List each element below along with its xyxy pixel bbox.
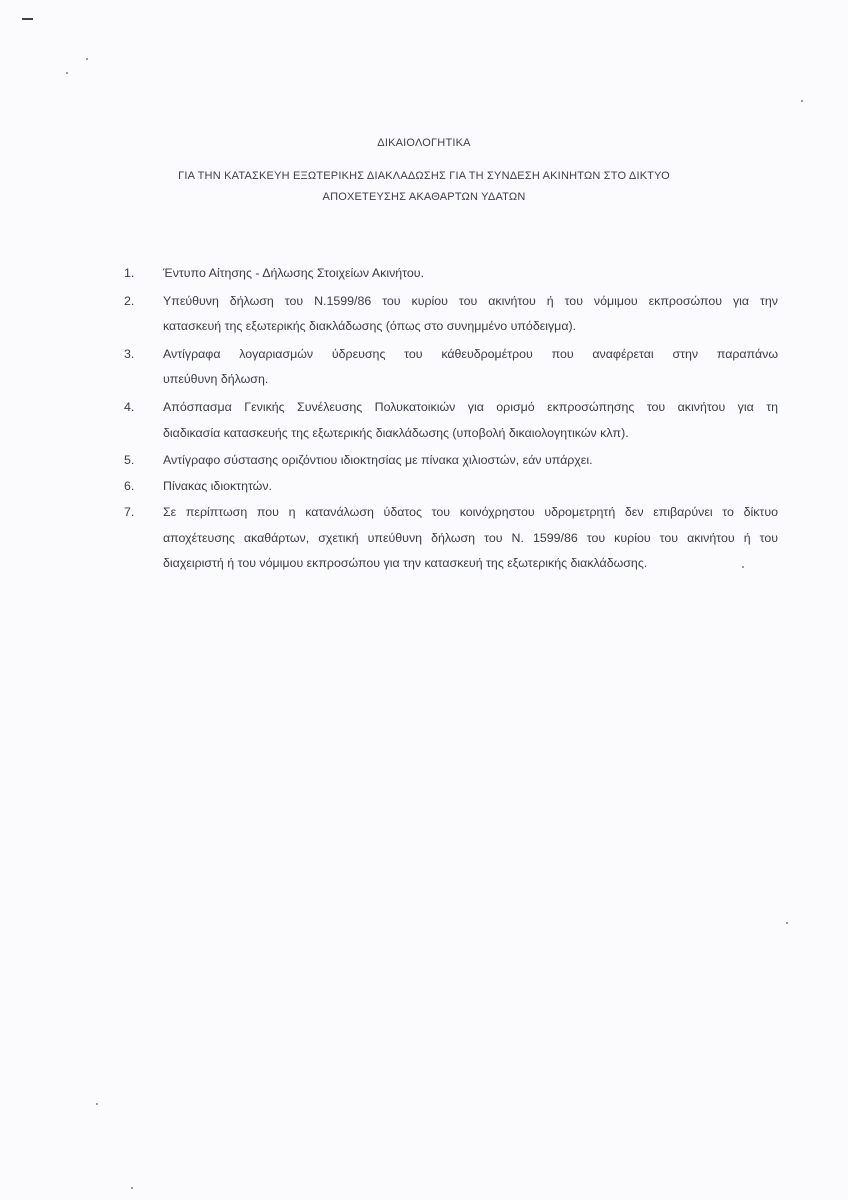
- scan-speck: [96, 1103, 98, 1105]
- scan-speck: [66, 72, 68, 74]
- scan-speck: [786, 922, 788, 924]
- item-text: Αντίγραφο σύστασης οριζόντιου ιδιοκτησίας με πίνακα χιλιοστών, εάν υπάρχει.: [163, 453, 593, 467]
- item-text: Πίνακας ιδιοκτητών.: [163, 479, 272, 493]
- list-item: [0, 502, 848, 522]
- item-text: Σε περίπτωση που η κατανάλωση ύδατος του κοινόχρηστου υδρομετρητή δεν επιβαρύνει το δίκτυο: [163, 505, 778, 519]
- item-number: 7.: [124, 505, 135, 519]
- scan-speck: [86, 58, 88, 60]
- item-text: Έντυπο Αίτησης - Δήλωσης Στοιχείων Ακινήτου.: [163, 266, 425, 280]
- item-number: 5.: [124, 453, 135, 467]
- item-number: 4.: [124, 400, 135, 414]
- list-item-continuation: [0, 316, 848, 336]
- item-text: Απόσπασμα Γενικής Συνέλευσης Πολυκατοικιών για ορισμό εκπροσώπησης του ακινήτου για τη: [163, 400, 778, 414]
- item-text: Αντίγραφα λογαριασμών ύδρευσης του κάθευδρομέτρου που αναφέρεται στην παραπάνω: [163, 347, 778, 361]
- item-text: διαχειριστή ή του νόμιμου εκπροσώπου για την κατασκευή της εξωτερικής διακλάδωσης.: [163, 556, 648, 570]
- item-number: 3.: [124, 347, 135, 361]
- list-item: [0, 397, 848, 417]
- item-text: κατασκευή της εξωτερικής διακλάδωσης (όπως στο συνημμένο υπόδειγμα).: [163, 319, 577, 333]
- scan-speck: [801, 100, 803, 102]
- document-heading: ΔΙΚΑΙΟΛΟΓΗΤΙΚΑ: [377, 137, 471, 149]
- item-number: 2.: [124, 294, 135, 308]
- item-text: Υπεύθυνη δήλωση του Ν.1599/86 του κυρίου του ακινήτου ή του νόμιμου εκπροσώπου για την: [163, 294, 778, 308]
- item-number: 1.: [124, 266, 135, 280]
- list-item: [0, 344, 848, 364]
- list-item-continuation: [0, 553, 848, 573]
- item-text: υπεύθυνη δήλωση.: [163, 372, 269, 386]
- document-subheading-line-2: ΑΠΟΧΕΤΕΥΣΗΣ ΑΚΑΘΑΡΤΩΝ ΥΔΑΤΩΝ: [322, 191, 526, 203]
- list-item-continuation: [0, 423, 848, 443]
- list-item: [0, 450, 848, 470]
- scan-speck: [131, 1187, 133, 1189]
- item-number: 6.: [124, 479, 135, 493]
- document-subheading-line-1: ΓΙΑ ΤΗΝ ΚΑΤΑΣΚΕΥΗ ΕΞΩΤΕΡΙΚΗΣ ΔΙΑΚΛΑΔΩΣΗΣ ΓΙΑ ΤΗ ΣΥΝΔΕΣΗ ΑΚΙΝΗΤΩΝ ΣΤΟ ΔΙΚΤΥΟ: [178, 170, 670, 182]
- list-item: [0, 476, 848, 496]
- item-text: διαδικασία κατασκευής της εξωτερικής διακλάδωσης (υποβολή δικαιολογητικών κλπ).: [163, 426, 629, 440]
- list-item-continuation: [0, 528, 848, 548]
- list-item: [0, 263, 848, 283]
- list-item: [0, 291, 848, 311]
- corner-dash-mark: [22, 18, 33, 20]
- list-item-continuation: [0, 369, 848, 389]
- item-text: αποχέτευσης ακαθάρτων, σχετική υπεύθυνη δήλωση του Ν. 1599/86 του κυρίου του ακινήτου ή του: [163, 531, 778, 545]
